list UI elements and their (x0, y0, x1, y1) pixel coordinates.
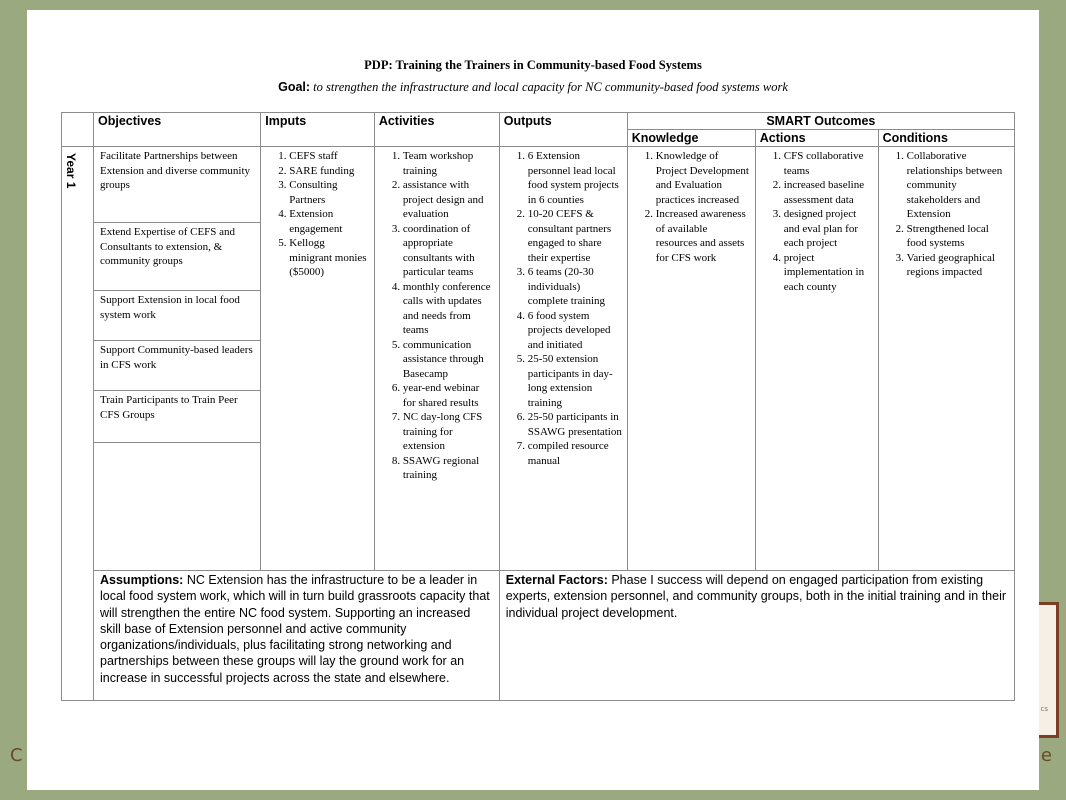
activity-item: 8. SSAWG regional training (403, 454, 495, 483)
assumptions-label: Assumptions: (100, 573, 184, 587)
conditions-cell (878, 147, 1014, 571)
header-inputs: Imputs (261, 113, 375, 147)
header-activities: Activities (374, 113, 499, 147)
condition-item: 2. Strengthened local food systems (907, 222, 1010, 251)
goal-line (27, 80, 1039, 95)
action-item: 4. project implementation in each county (784, 251, 874, 295)
pdp-table (61, 112, 1015, 701)
document-page (27, 10, 1039, 790)
activity-item: 4. monthly conference calls with updates and needs from teams (403, 280, 495, 338)
activity-item: 1. Team workshop training (403, 149, 495, 178)
year-label-cell (62, 147, 94, 701)
header-smart-outcomes: SMART Outcomes (627, 113, 1014, 130)
condition-item: 3. Varied geographical regions impacted (907, 251, 1010, 280)
actions-cell (755, 147, 878, 571)
condition-item: 1. Collaborative relationships between community stakeholders and Extension (907, 149, 1010, 222)
corner-cell (62, 113, 94, 147)
activities-cell (374, 147, 499, 571)
input-item: 5. Kellogg minigrant monies ($5000) (289, 236, 370, 280)
output-item: 4. 6 food system projects developed and initiated (528, 309, 623, 353)
header-actions: Actions (755, 130, 878, 147)
header-knowledge: Knowledge (627, 130, 755, 147)
input-item: 4. Extension engagement (289, 207, 370, 236)
output-item: 5. 25-50 extension participants in day-long extension training (528, 352, 623, 410)
output-item: 1. 6 Extension personnel lead local food system projects in 6 counties (528, 149, 623, 207)
action-item: 2. increased baseline assessment data (784, 178, 874, 207)
header-objectives: Objectives (94, 113, 261, 147)
action-item: 3. designed project and eval plan for each project (784, 207, 874, 251)
activity-item: 3. coordination of appropriate consultants with particular teams (403, 222, 495, 280)
objectives-cell (94, 147, 261, 571)
input-item: 3. Consulting Partners (289, 178, 370, 207)
output-item: 2. 10-20 CEFS & consultant partners engaged to share their expertise (528, 207, 623, 265)
output-item: 6. 25-50 participants in SSAWG presentation (528, 410, 623, 439)
inputs-cell (261, 147, 375, 571)
knowledge-cell (627, 147, 755, 571)
objective-item: Support Community-based leaders in CFS work (94, 341, 260, 391)
knowledge-item: 1. Knowledge of Project Development and Evaluation practices increased (656, 149, 751, 207)
external-factors-cell (499, 571, 1014, 701)
goal-text: to strengthen the infrastructure and local capacity for NC community-based food systems work (313, 80, 788, 94)
year-label: Year 1 (64, 153, 78, 189)
header-outputs: Outputs (499, 113, 627, 147)
action-item: 1. CFS collaborative teams (784, 149, 874, 178)
output-item: 3. 6 teams (20-30 individuals) complete training (528, 265, 623, 309)
goal-label: Goal: (278, 80, 311, 94)
objective-item: Facilitate Partnerships between Extension and diverse community groups (94, 147, 260, 223)
activity-item: 6. year-end webinar for shared results (403, 381, 495, 410)
activity-item: 2. assistance with project design and evaluation (403, 178, 495, 222)
objective-item: Train Participants to Train Peer CFS Groups (94, 391, 260, 443)
knowledge-item: 2. Increased awareness of available resources and assets for CFS work (656, 207, 751, 265)
slide-box-fragment-text: cs (1040, 705, 1048, 713)
assumptions-cell (94, 571, 500, 701)
outputs-cell (499, 147, 627, 571)
assumptions-text: NC Extension has the infrastructure to be a leader in local food system work, which will in turn build grassroots capacity that will strengthen the entire NC food system. Supporting an increased skill base of Extension personnel and active community organizations/individuals, plus facilitating strong networking and partnerships between these groups will lay the ground work for an increase in successful projects across the state and elsewhere. (100, 573, 490, 685)
external-factors-text: Phase I success will depend on engaged participation from existing experts, extension personnel, and community groups, both in the initial training and in their individual project development. (505, 573, 1007, 620)
objective-item: Support Extension in local food system work (94, 291, 260, 341)
objective-item: Extend Expertise of CEFS and Consultants to extension, & community groups (94, 223, 260, 291)
slide-text-fragment-left: C (10, 745, 23, 766)
input-item: 2. SARE funding (289, 164, 370, 179)
slide-text-fragment-right: e (1040, 745, 1052, 766)
output-item: 7. compiled resource manual (528, 439, 623, 468)
input-item: 1. CEFS staff (289, 149, 370, 164)
activity-item: 7. NC day-long CFS training for extension (403, 410, 495, 454)
document-title: PDP: Training the Trainers in Community-based Food Systems (364, 58, 702, 72)
external-factors-label: External Factors: (505, 573, 608, 587)
activity-item: 5. communication assistance through Basecamp (403, 338, 495, 382)
header-conditions: Conditions (878, 130, 1014, 147)
